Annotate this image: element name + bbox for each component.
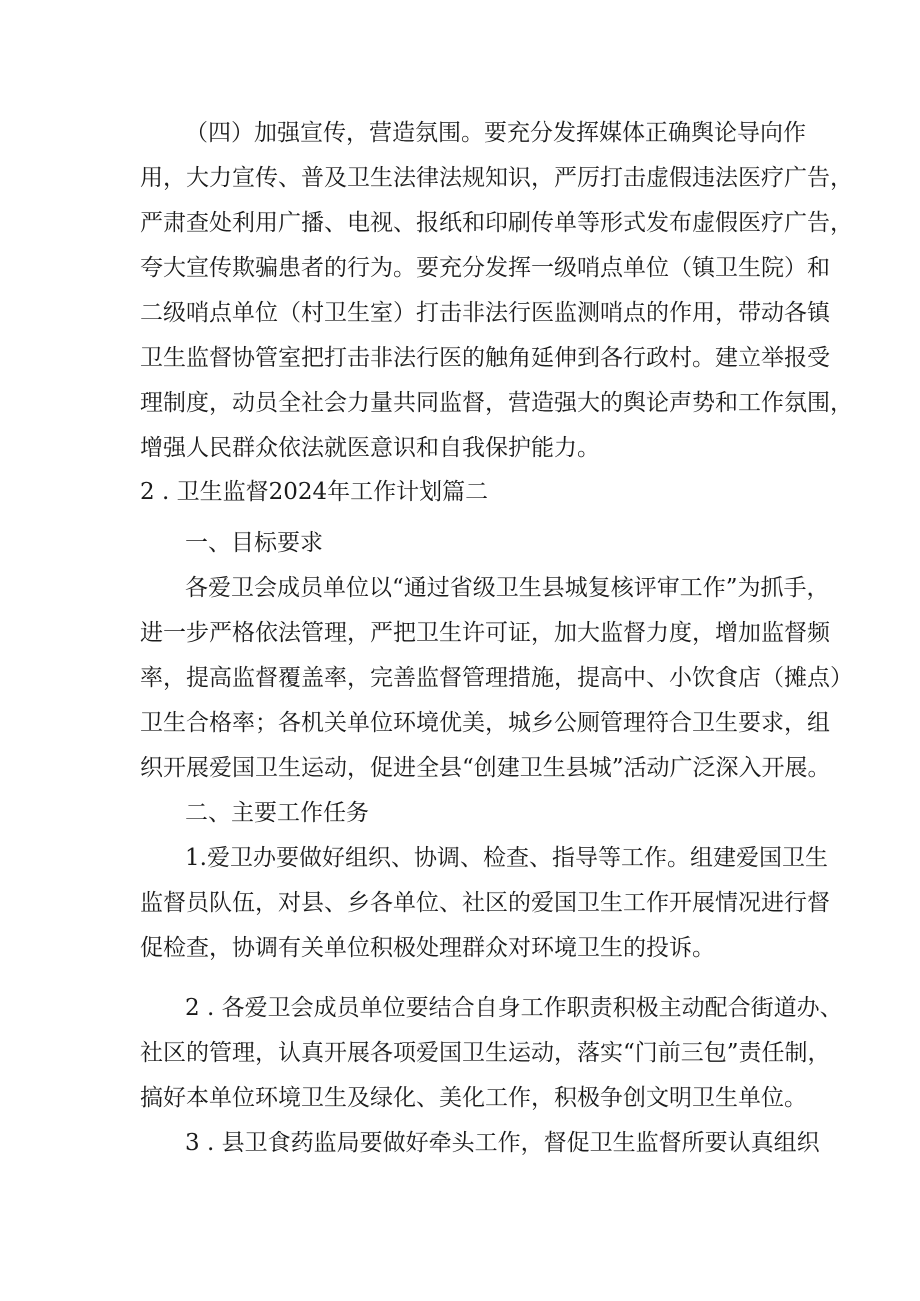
section-heading: 二、主要工作任务 bbox=[185, 800, 369, 826]
paragraph-line: 夸大宣传欺骗患者的行为。要充分发挥一级哨点单位（镇卫生院）和 bbox=[140, 255, 830, 281]
paragraph-line: 卫生监督协管室把打击非法行医的触角延伸到各行政村。建立举报受 bbox=[140, 345, 830, 371]
article-title: 2 . 卫生监督2024年工作计划篇二 bbox=[140, 479, 489, 505]
paragraph-line: 社区的管理，认真开展各项爱国卫生运动，落实“门前三包”责任制， bbox=[140, 1040, 831, 1066]
paragraph-line: 率，提高监督覆盖率，完善监督管理措施，提高中、小饮食店（摊点） bbox=[140, 665, 853, 691]
paragraph-line: 严肃查处利用广播、电视、报纸和印刷传单等形式发布虚假医疗广告， bbox=[140, 210, 853, 236]
paragraph-line: 增强人民群众依法就医意识和自我保护能力。 bbox=[140, 435, 600, 461]
paragraph-line: 卫生合格率；各机关单位环境优美，城乡公厕管理符合卫生要求，组 bbox=[140, 710, 830, 736]
paragraph-line: 织开展爱国卫生运动，促进全县“创建卫生县城”活动广泛深入开展。 bbox=[140, 755, 831, 781]
paragraph-line: 促检查，协调有关单位积极处理群众对环境卫生的投诉。 bbox=[140, 935, 715, 961]
paragraph-line: 用，大力宣传、普及卫生法律法规知识，严厉打击虚假违法医疗广告， bbox=[140, 165, 853, 191]
section-heading: 一、目标要求 bbox=[185, 530, 323, 556]
paragraph-line: 搞好本单位环境卫生及绿化、美化工作，积极争创文明卫生单位。 bbox=[140, 1085, 807, 1111]
paragraph-line: 二级哨点单位（村卫生室）打击非法行医监测哨点的作用，带动各镇 bbox=[140, 300, 830, 326]
paragraph-line: 3 . 县卫食药监局要做好牵头工作，督促卫生监督所要认真组织 bbox=[185, 1130, 820, 1156]
paragraph-line: 理制度，动员全社会力量共同监督，营造强大的舆论声势和工作氛围， bbox=[140, 390, 853, 416]
paragraph-line: 2 . 各爱卫会成员单位要结合自身工作职责积极主动配合街道办、 bbox=[185, 995, 843, 1021]
paragraph-line: 1.爱卫办要做好组织、协调、检查、指导等工作。组建爱国卫生 bbox=[185, 845, 828, 871]
paragraph-line: 各爱卫会成员单位以“通过省级卫生县城复核评审工作”为抓手， bbox=[185, 575, 830, 601]
paragraph-line: （四）加强宣传，营造氛围。要充分发挥媒体正确舆论导向作 bbox=[185, 120, 806, 146]
paragraph-line: 监督员队伍，对县、乡各单位、社区的爱国卫生工作开展情况进行督 bbox=[140, 890, 830, 916]
paragraph-line: 进一步严格依法管理，严把卫生许可证，加大监督力度，增加监督频 bbox=[140, 620, 830, 646]
